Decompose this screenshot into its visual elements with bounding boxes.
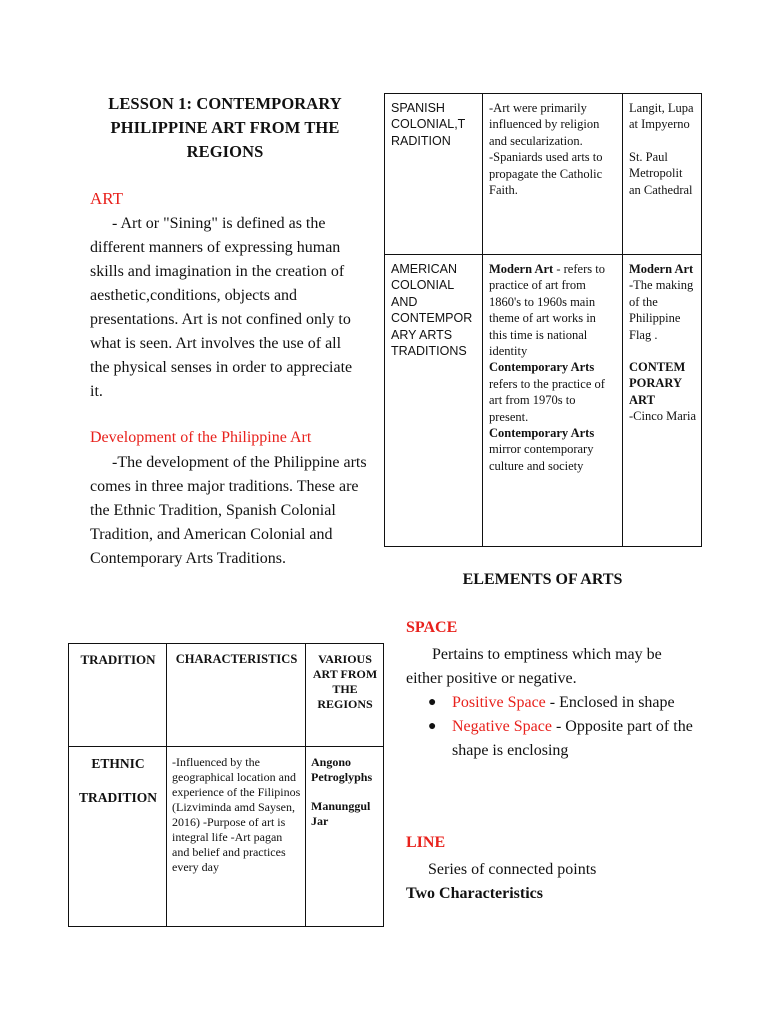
line-text: Series of connected points	[428, 861, 597, 878]
page-title: LESSON 1: CONTEMPORARY PHILIPPINE ART FROM THE REGIONS	[108, 94, 342, 161]
development-paragraph	[90, 451, 370, 571]
space-section	[406, 643, 696, 763]
art-work: St. Paul Metropolit an Cathedral	[629, 149, 693, 197]
header-characteristics: CHARACTERISTICS	[167, 644, 306, 747]
bullet-label: Positive Space	[452, 694, 546, 711]
art-work: -Cinco Maria	[629, 409, 696, 424]
art-works-cell	[623, 255, 702, 547]
art-work: Angono Petroglyphs	[311, 755, 373, 784]
contemporary-art-text: mirror contemporary culture and society	[489, 442, 594, 473]
bullet-text: - Enclosed in shape	[545, 694, 675, 711]
space-text: Pertains to emptiness which may be either positive or negative.	[406, 646, 662, 687]
contemporary-art-label: Contemporary Arts	[489, 426, 595, 441]
traditions-table-top	[384, 93, 702, 547]
art-text: - Art or "Sining" is defined as the different manners of expressing human skills and imagination in the creation of aesthetic,conditions, objects and presentations. Art is not confined only to what is seen. Art involves the use of all the physical senses in order to appreciate it.	[90, 215, 353, 400]
tradition-cell	[69, 747, 167, 927]
tradition-cell	[385, 94, 483, 255]
characteristic-line: -Spaniards used arts to propagate the Catholic Faith.	[489, 150, 603, 198]
art-works-cell	[306, 747, 384, 927]
line-subheading: Two Characteristics	[406, 885, 543, 902]
tradition-name: TRADITION	[78, 790, 157, 805]
modern-art-label: Modern Art	[489, 262, 554, 276]
line-heading: LINE	[406, 834, 446, 851]
table-row	[385, 94, 702, 255]
art-work-label: Modern Art	[629, 262, 694, 276]
bullet-icon: ●	[428, 695, 437, 710]
space-list	[406, 691, 696, 763]
table-row	[69, 747, 384, 927]
art-heading: ART	[90, 189, 123, 208]
development-text: -The development of the Philippine arts comes in three major traditions. These are the Ethnic Tradition, Spanish Colonial Tradition, and American Colonial and Contemporary Arts Traditions.	[90, 454, 367, 567]
characteristics-cell: -Influenced by the geographical location and experience of the Filipinos (Lizviminda amd Saysen, 2016) -Purpose of art is integral life -Art pagan and belief and practices every day	[167, 747, 306, 927]
characteristic-line: -Art were primarily influenced by religion and secularization.	[489, 101, 600, 148]
tradition-cell	[385, 255, 483, 547]
art-work-label: CONTEM PORARY ART	[629, 360, 686, 407]
table-row	[385, 255, 702, 547]
traditions-table-bottom	[68, 643, 384, 927]
bullet-text: - Opposite part of the shape is enclosing	[452, 718, 693, 759]
list-item	[406, 691, 696, 715]
characteristics-cell	[483, 255, 623, 547]
line-description	[406, 858, 596, 882]
art-work: Manunggul Jar	[311, 799, 371, 828]
tradition-name: AMERICAN COLONIAL AND CONTEMPOR ARY ARTS TRADITIONS	[391, 262, 473, 359]
art-work: Langit, Lupa at Impyerno	[629, 101, 694, 132]
modern-art-text: - refers to practice of art from 1860's to 1960s main theme of art works in this time is national identity	[489, 262, 605, 359]
elements-heading: ELEMENTS OF ARTS	[462, 571, 623, 588]
characteristics-cell	[483, 94, 623, 255]
art-paragraph	[90, 212, 362, 404]
tradition-name: ETHNIC	[91, 756, 145, 771]
list-item	[406, 715, 696, 763]
header-various-art: VARIOUS ART FROM THE REGIONS	[306, 644, 384, 747]
line-section	[406, 858, 596, 906]
header-tradition: TRADITION	[69, 644, 167, 747]
bullet-label: Negative Space	[452, 718, 552, 735]
art-works-cell	[623, 94, 702, 255]
space-heading: SPACE	[406, 619, 458, 636]
contemporary-art-text: refers to the practice of art from 1970s to present.	[489, 376, 605, 424]
tradition-name: SPANISH COLONIAL,T RADITION	[391, 101, 466, 148]
table-header-row	[69, 644, 384, 747]
bullet-icon: ●	[428, 719, 437, 734]
development-heading: Development of the Philippine Art	[90, 429, 312, 446]
contemporary-art-label: Contemporary Arts	[489, 360, 595, 375]
space-description	[406, 643, 696, 691]
art-work: -The making of the Philippine Flag .	[629, 278, 694, 342]
